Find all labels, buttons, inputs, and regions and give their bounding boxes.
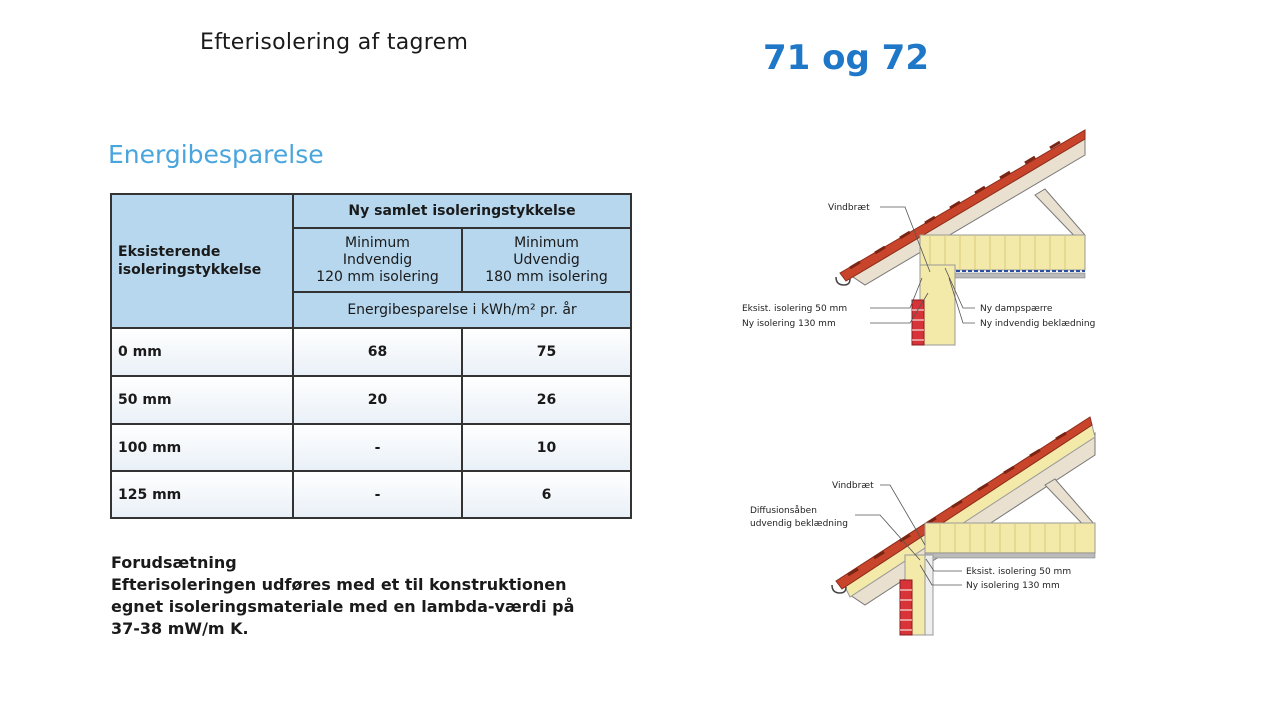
- ceiling-board: [925, 553, 1095, 558]
- brick-wall: [912, 300, 924, 345]
- cell-indvendig: -: [293, 424, 462, 471]
- label-ny-isolering: Ny isolering 130 mm: [742, 319, 836, 329]
- header-udvendig-line2: Udvendig: [513, 251, 580, 268]
- label-eksist-isolering: Eksist. isolering 50 mm: [742, 304, 848, 314]
- header-existing-line2: isoleringstykkelse: [118, 262, 262, 278]
- header-unit: Energibesparelse i kWh/m² pr. år: [293, 292, 631, 328]
- page-reference: 71 og 72: [763, 38, 929, 78]
- header-col-udvendig: [462, 228, 631, 292]
- header-col-indvendig: [293, 228, 462, 292]
- header-existing-thickness: [111, 194, 293, 328]
- roof-diagram-udvendig: [740, 415, 1120, 640]
- condition-title: Forudsætning: [111, 553, 237, 572]
- cell-udvendig: 10: [462, 424, 631, 471]
- section-heading: Energibesparelse: [108, 140, 324, 169]
- header-indvendig-line1: Minimum: [345, 234, 410, 251]
- header-udvendig-line1: Minimum: [514, 234, 579, 251]
- cell-indvendig: -: [293, 471, 462, 518]
- label-indvendig-beklaedning: Ny indvendig beklædning: [980, 319, 1096, 329]
- condition-line: 37-38 mW/m K.: [111, 619, 249, 638]
- row-label: 100 mm: [111, 424, 293, 471]
- header-udvendig-line3: 180 mm isolering: [485, 268, 608, 285]
- table-row: [111, 376, 631, 424]
- header-indvendig-line3: 120 mm isolering: [316, 268, 439, 285]
- slide-title: Efterisolering af tagrem: [200, 30, 469, 55]
- row-label: 125 mm: [111, 471, 293, 518]
- header-indvendig-line2: Indvendig: [342, 251, 413, 268]
- brick-wall: [900, 580, 912, 635]
- label-udvendig-beklaedning: udvendig beklædning: [750, 519, 848, 529]
- table-row: [111, 471, 631, 518]
- energy-savings-table: [110, 193, 632, 519]
- header-existing-line1: Eksisterende: [118, 244, 221, 260]
- row-label: 50 mm: [111, 376, 293, 424]
- row-label: 0 mm: [111, 328, 293, 376]
- label-diffusionsaaben: Diffusionsåben: [750, 506, 817, 516]
- cell-udvendig: 75: [462, 328, 631, 376]
- table-row: [111, 424, 631, 471]
- condition-line: Efterisoleringen udføres med et til konstruktionen: [111, 575, 567, 594]
- label-eksist-isolering: Eksist. isolering 50 mm: [966, 567, 1072, 577]
- roof-diagram-indvendig: [740, 125, 1120, 350]
- roof-tiles: [836, 417, 1092, 589]
- cell-indvendig: 20: [293, 376, 462, 424]
- cell-udvendig: 26: [462, 376, 631, 424]
- wall-insulation: [920, 265, 955, 345]
- label-ny-isolering: Ny isolering 130 mm: [966, 581, 1060, 591]
- header-new-total-thickness: Ny samlet isoleringstykkelse: [293, 194, 631, 228]
- cell-udvendig: 6: [462, 471, 631, 518]
- table-row: [111, 328, 631, 376]
- cell-indvendig: 68: [293, 328, 462, 376]
- label-vindbraet: Vindbræt: [832, 481, 874, 491]
- label-dampspaerre: Ny dampspærre: [980, 304, 1053, 314]
- condition-block: [111, 552, 631, 640]
- condition-line: egnet isoleringsmateriale med en lambda-værdi på: [111, 597, 575, 616]
- ceiling-insulation: [925, 523, 1095, 553]
- label-vindbraet: Vindbræt: [828, 203, 870, 213]
